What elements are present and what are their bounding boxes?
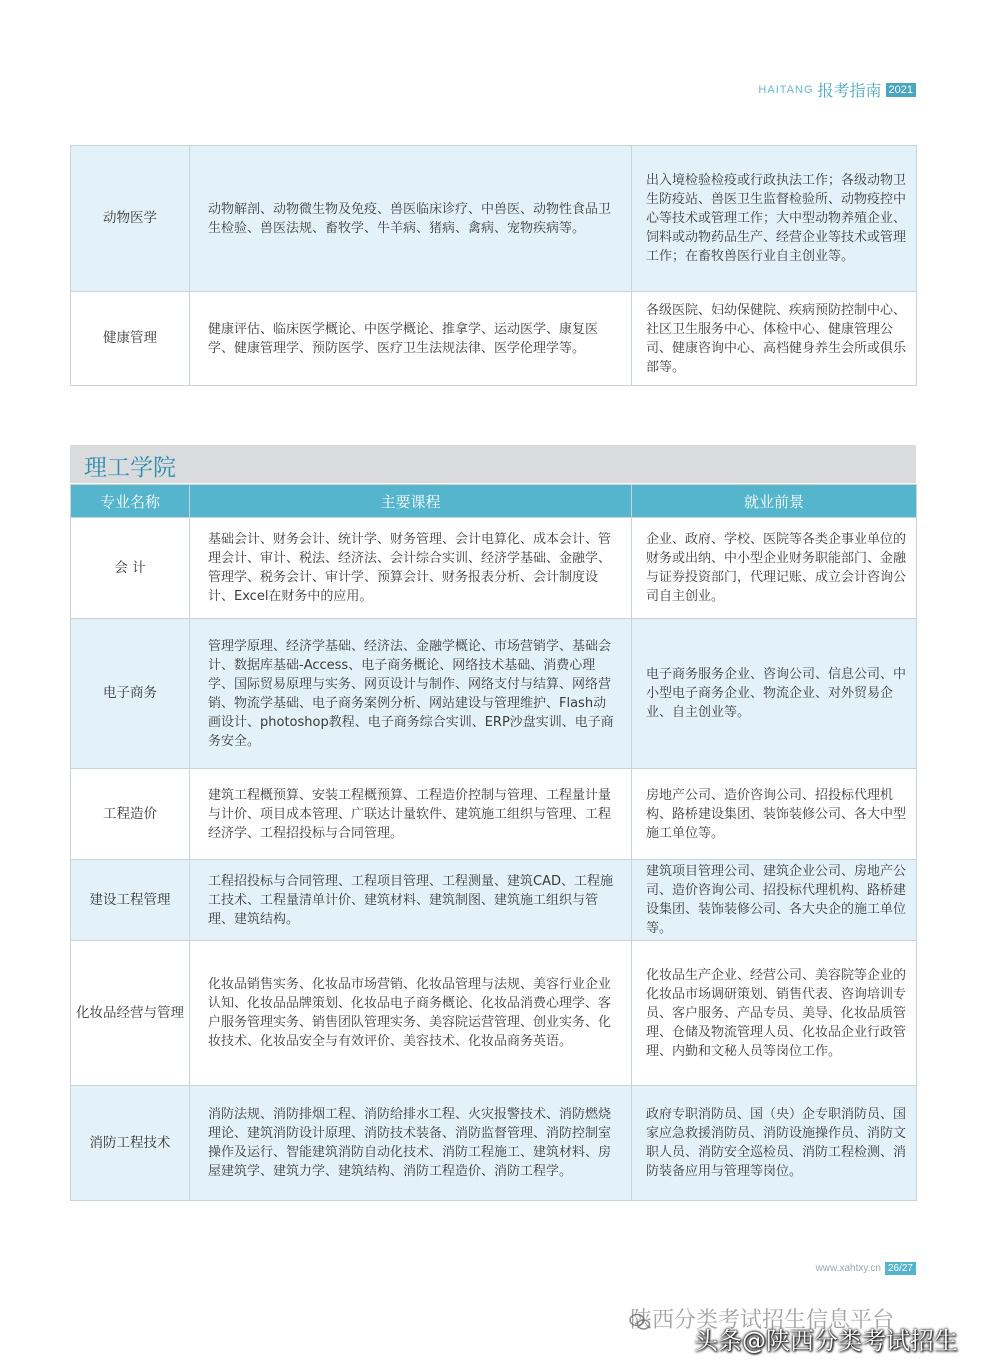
major-name: 建设工程管理 (71, 860, 190, 941)
section-title: 理工学院 (84, 455, 176, 481)
major-courses: 工程招投标与合同管理、工程项目管理、工程测量、建筑CAD、工程施工技术、工程量清单计价、建筑材料、建筑制图、建筑施工组织与管理、建筑结构。 (190, 860, 632, 941)
header-year-badge: 2021 (886, 83, 916, 97)
page-number-badge: 26/27 (885, 1262, 916, 1275)
major-jobs: 政府专职消防员、国（央）企专职消防员、国家应急救援消防员、消防设施操作员、消防文职人员、消防安全巡检员、消防工程检测、消防装备应用与管理等岗位。 (632, 1086, 917, 1201)
table-row (71, 619, 917, 769)
table-row (71, 941, 917, 1086)
majors-table (70, 484, 917, 1201)
table-header-row (71, 485, 917, 518)
table-row (71, 1086, 917, 1201)
table-row (71, 292, 917, 386)
major-courses: 健康评估、临床医学概论、中医学概论、推拿学、运动医学、康复医学、健康管理学、预防医学、医疗卫生法规法律、医学伦理学等。 (190, 292, 632, 386)
major-jobs: 化妆品生产企业、经营公司、美容院等企业的化妆品市场调研策划、销售代表、咨询培训专员、客户服务、产品专员、美导、化妆品质管理、仓储及物流管理人员、化妆品企业行政管理、内勤和文秘人员等岗位工作。 (632, 941, 917, 1086)
header-brand: HAITANG (758, 83, 814, 96)
page-footer (816, 1262, 916, 1275)
table-row (71, 860, 917, 941)
watermark-overlay: 头条@陕西分类考试招生 (694, 1327, 958, 1355)
major-courses: 基础会计、财务会计、统计学、财务管理、会计电算化、成本会计、管理会计、审计、税法、经济法、会计综合实训、经济学基础、金融学、管理学、税务会计、审计学、预算会计、财务报表分析、会计制度设计、Excel在财务中的应用。 (190, 518, 632, 619)
major-name: 工程造价 (71, 769, 190, 860)
table-row (71, 146, 917, 292)
major-name: 化妆品经营与管理 (71, 941, 190, 1086)
major-courses: 动物解剖、动物微生物及免疫、兽医临床诊疗、中兽医、动物性食品卫生检验、兽医法规、畜牧学、牛羊病、猪病、禽病、宠物疾病等。 (190, 146, 632, 292)
section-title-bar (70, 445, 916, 483)
major-courses: 消防法规、消防排烟工程、消防给排水工程、火灾报警技术、消防燃烧理论、建筑消防设计原理、消防技术装备、消防监督管理、消防控制室操作及运行、智能建筑消防自动化技术、消防工程施工、建筑材料、房屋建筑学、建筑力学、建筑结构、消防工程造价、消防工程学。 (190, 1086, 632, 1201)
footer-url: www.xahtxy.cn (815, 1263, 881, 1274)
major-courses: 化妆品销售实务、化妆品市场营销、化妆品管理与法规、美容行业企业认知、化妆品品牌策划、化妆品电子商务概论、化妆品消费心理学、客户服务管理实务、销售团队管理实务、美容院运营管理、创业实务、化妆技术、化妆品安全与有效评价、美容技术、化妆品商务英语。 (190, 941, 632, 1086)
major-name: 电子商务 (71, 619, 190, 769)
major-name: 会 计 (71, 518, 190, 619)
major-jobs: 房地产公司、造价咨询公司、招投标代理机构、路桥建设集团、装饰装修公司、各大中型施工单位等。 (632, 769, 917, 860)
page-header (758, 78, 916, 101)
major-jobs: 电子商务服务企业、咨询公司、信息公司、中小型电子商务企业、物流企业、对外贸易企业、自主创业等。 (632, 619, 917, 769)
major-name: 消防工程技术 (71, 1086, 190, 1201)
major-jobs: 建筑项目管理公司、建筑企业公司、房地产公司、造价咨询公司、招投标代理机构、路桥建设集团、装饰装修公司、各大央企的施工单位等。 (632, 860, 917, 941)
major-courses: 管理学原理、经济学基础、经济法、金融学概论、市场营销学、基础会计、数据库基础-Access、电子商务概论、网络技术基础、消费心理学、国际贸易原理与实务、网页设计与制作、网络支付与结算、网络营销、物流学基础、电子商务案例分析、网站建设与管理维护、Flash动画设计、photoshop教程、电子商务综合实训、ERP沙盘实训、电子商务安全。 (190, 619, 632, 769)
majors-table-continued (70, 145, 917, 386)
table-row (71, 518, 917, 619)
major-jobs: 企业、政府、学校、医院等各类企事业单位的财务或出纳、中小型企业财务职能部门、金融与证券投资部门，代理记账、成立会计咨询公司自主创业。 (632, 518, 917, 619)
major-jobs: 各级医院、妇幼保健院、疾病预防控制中心、社区卫生服务中心、体检中心、健康管理公司、健康咨询中心、高档健身养生会所或俱乐部等。 (632, 292, 917, 386)
column-header-name: 专业名称 (71, 485, 190, 518)
watermark-text: 陕西分类考试招生信息平台 (630, 1308, 895, 1333)
column-header-courses: 主要课程 (190, 485, 632, 518)
major-courses: 建筑工程概预算、安装工程概预算、工程造价控制与管理、工程量计量与计价、项目成本管理、广联达计量软件、建筑施工组织与管理、工程经济学、工程招投标与合同管理。 (190, 769, 632, 860)
column-header-jobs: 就业前景 (632, 485, 917, 518)
major-jobs: 出入境检验检疫或行政执法工作；各级动物卫生防疫站、兽医卫生监督检验所、动物疫控中心等技术或管理工作；大中型动物养殖企业、饲料或动物药品生产、经营企业等技术或管理工作；在畜牧兽医行业自主创业等。 (632, 146, 917, 292)
major-name: 动物医学 (71, 146, 190, 292)
table-row (71, 769, 917, 860)
header-guide-title: 报考指南 (817, 81, 882, 100)
major-name: 健康管理 (71, 292, 190, 386)
